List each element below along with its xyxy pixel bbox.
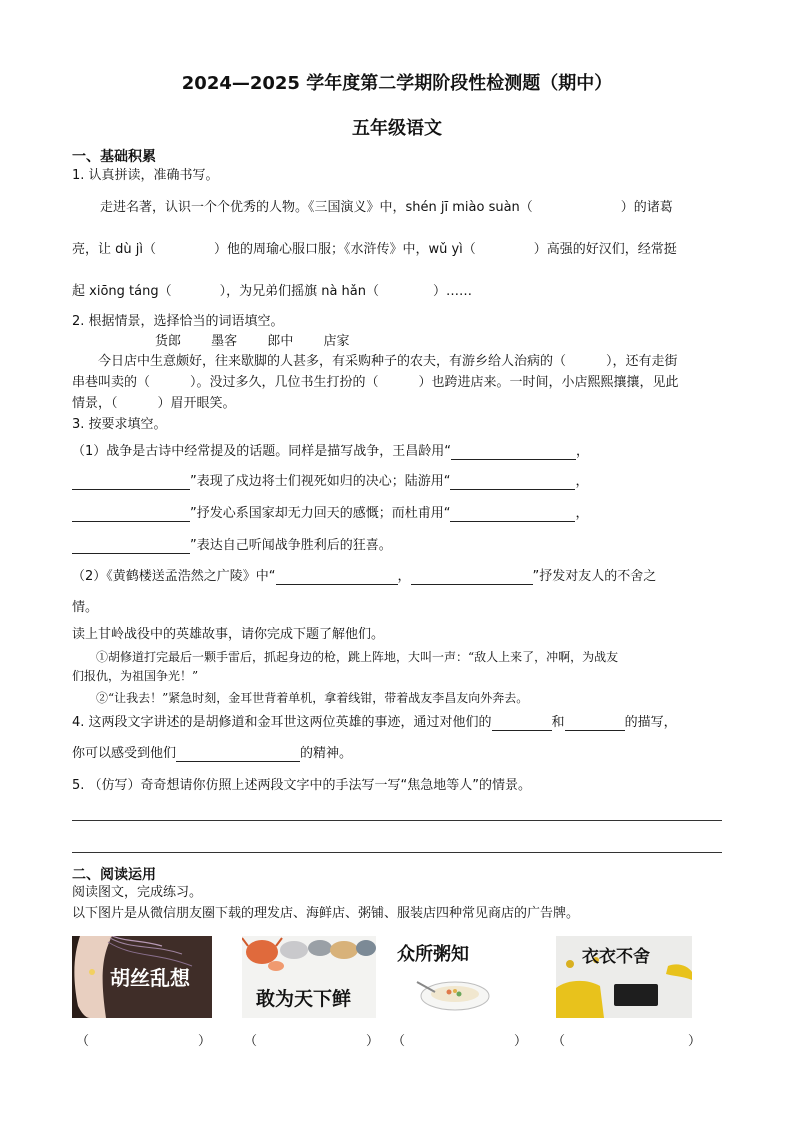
clothing-ad [556, 936, 692, 1018]
word-item: 货郎 [155, 334, 182, 349]
exam-subtitle: 五年级语文 [352, 118, 442, 139]
q4-line2: 你可以感受到他们 的精神。 [72, 746, 353, 761]
q1-line3: 起 xiōng táng（ ），为兄弟们摇旗 nà hǎn（ ）…… [72, 284, 473, 299]
q1-line2: 亮，让 dù jì（ ）他的周瑜心服口服；《水浒传》中，wǔ yì（ ）高强的好汉们，经常挺 [72, 242, 677, 257]
reading-intro: 读上甘岭战役中的英雄故事，请你完成下题了解他们。 [72, 627, 385, 642]
answer-paren-close: ） [366, 1034, 380, 1049]
answer-paren-close: ） [514, 1034, 528, 1049]
q3-2-line1: （2）《黄鹤楼送孟浩然之广陵》中“ ， ”抒发对友人的不舍之 [72, 569, 657, 584]
ad-slogan: 敢为天下鲜 [256, 988, 352, 1010]
answer-blank[interactable] [450, 507, 575, 522]
exam-title: 2024—2025 学年度第二学期阶段性检测题（期中） [181, 73, 613, 94]
q2-line1: 今日店中生意颇好，往来歇脚的人甚多，有采购种子的农夫，有游乡给人治病的（ ），还有走街 [98, 354, 678, 369]
q1-line1: 走进名著，认识一个个优秀的人物。《三国演义》中，shén jī miào suàn（ ）的诸葛 [100, 200, 673, 215]
word-item: 店家 [323, 334, 350, 349]
q2-line3: 情景，（ ）眉开眼笑。 [72, 396, 236, 411]
answer-blank[interactable] [72, 507, 190, 522]
section2-heading: 二、阅读运用 [72, 867, 156, 883]
writing-line[interactable] [72, 852, 722, 853]
answer-blank[interactable] [72, 539, 190, 554]
ad-slogan: 衣衣不舍 [582, 947, 650, 967]
answer-blank[interactable] [276, 570, 398, 585]
answer-paren-open: （ [76, 1034, 90, 1049]
answer-blank[interactable] [450, 475, 575, 490]
word-item: 墨客 [211, 334, 238, 349]
answer-paren-close: ） [688, 1034, 702, 1049]
answer-blank[interactable] [72, 475, 190, 490]
q3-1-line2: ”表现了戍边将士们视死如归的决心；陆游用“ ， [72, 474, 589, 490]
q4-line1: 4. 这两段文字讲述的是胡修道和金耳世这两位英雄的事迹，通过对他们的 和 的描写， [72, 715, 677, 730]
seafood-ad [242, 936, 376, 1018]
answer-paren-open: （ [392, 1034, 406, 1049]
answer-paren-close: ） [198, 1034, 212, 1049]
section2-intro: 阅读图文，完成练习。 [72, 885, 203, 900]
answer-paren-open: （ [552, 1034, 566, 1049]
q5-prompt: 5. （仿写）奇奇想请你仿照上述两段文字中的手法写一写“焦急地等人”的情景。 [72, 778, 532, 793]
q2-line2: 串巷叫卖的（ ）。没过多久，几位书生打扮的（ ）也跨进店来。一时间，小店熙熙攘攘，见此 [72, 375, 679, 390]
answer-blank[interactable] [565, 716, 625, 731]
porridge-ad [395, 936, 525, 1018]
q3-1-line3: ”抒发心系国家却无力回天的感慨；而杜甫用“ ， [72, 506, 589, 522]
story-quote-1: ①胡修道打完最后一颗手雷后，抓起身边的枪，跳上阵地，大叫一声：“敌人上来了，冲啊，为战友 [96, 650, 619, 664]
q2-prompt: 2. 根据情景，选择恰当的词语填空。 [72, 314, 284, 329]
answer-blank[interactable] [492, 716, 552, 731]
q3-2-line2: 情。 [72, 600, 99, 615]
answer-blank[interactable] [176, 747, 300, 762]
q3-1-line4: ”表达自己听闻战争胜利后的狂喜。 [72, 538, 392, 554]
answer-paren-open: （ [244, 1034, 258, 1049]
q3-1-line1: （1）战争是古诗中经常提及的话题。同样是描写战争，王昌龄用“ ， [72, 444, 590, 459]
section1-heading: 一、基础积累 [72, 149, 156, 165]
q1-prompt: 1. 认真拼读，准确书写。 [72, 168, 219, 183]
hair-salon-ad [72, 936, 212, 1018]
writing-line[interactable] [72, 820, 722, 821]
answer-blank[interactable] [451, 445, 576, 460]
ad-slogan: 胡丝乱想 [110, 966, 190, 990]
q3-prompt: 3. 按要求填空。 [72, 417, 167, 432]
story-quote-1-cont: 们报仇，为祖国争光！” [72, 669, 199, 683]
q2-word-bank [155, 334, 349, 350]
section2-intro-2: 以下图片是从微信朋友圈下载的理发店、海鲜店、粥铺、服装店四种常见商店的广告牌。 [72, 906, 580, 921]
story-quote-2: ②“让我去！”紧急时刻，金耳世背着单机，拿着线钳，带着战友李昌友向外奔去。 [96, 691, 529, 705]
word-item: 郎中 [267, 334, 294, 349]
answer-blank[interactable] [411, 570, 533, 585]
ad-slogan: 众所粥知 [397, 944, 469, 965]
